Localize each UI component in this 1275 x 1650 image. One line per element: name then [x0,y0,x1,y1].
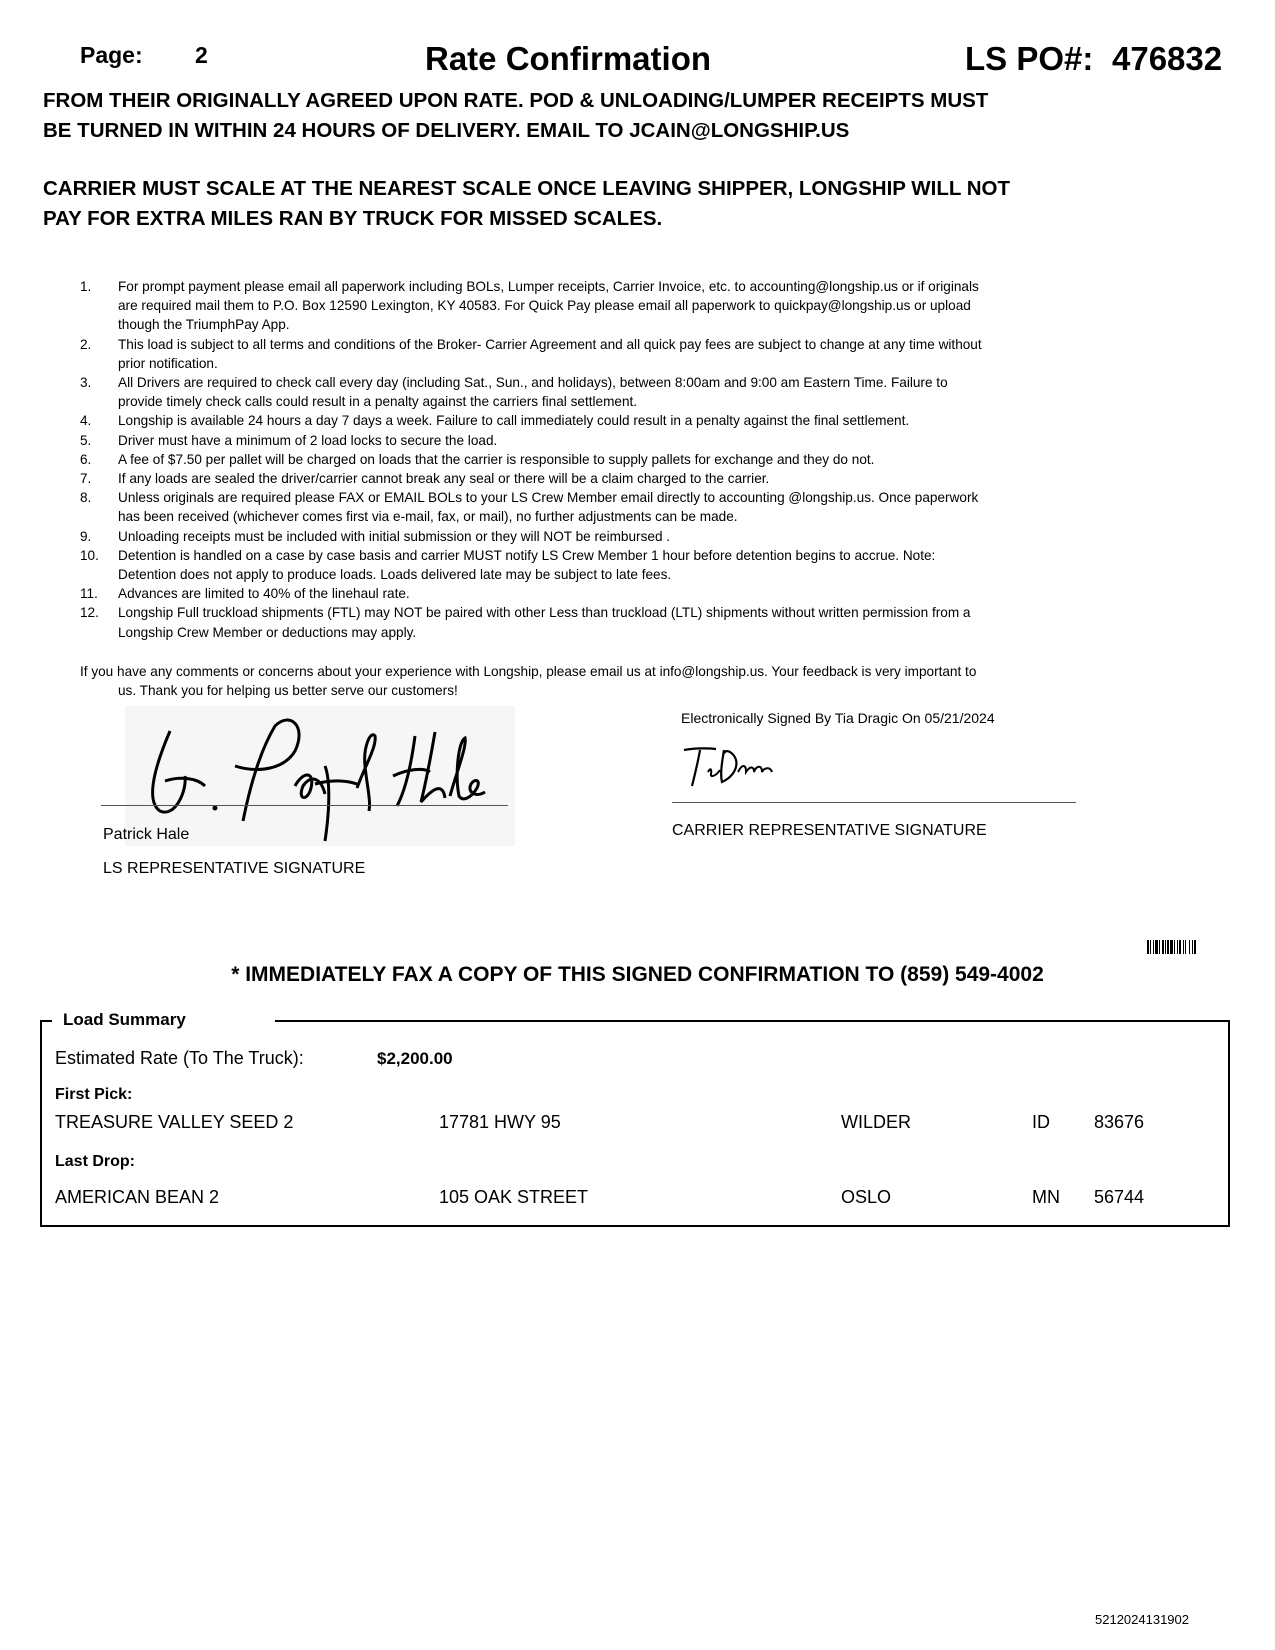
term-item [80,450,1090,469]
carrier-signature-script-icon [680,742,780,792]
term-line: prior notification. [118,355,218,371]
term-line: Longship Crew Member or deductions may apply. [118,624,417,640]
term-number: 1. [80,279,92,294]
term-item [80,527,1090,546]
term-item [80,431,1090,450]
term-line: are required mail them to P.O. Box 12590 Lexington, KY 40583. For Quick Pay please email all paperwork to quickpay@longship.us or upload [118,298,971,314]
term-text [118,335,1090,373]
term-line: Detention is handled on a case by case basis and carrier MUST notify LS Crew Member 1 hour before detention begins to accrue. Note: [118,547,936,563]
last-drop-city: OSLO [841,1187,892,1207]
term-number: 10. [80,547,99,563]
last-drop-state: MN [1032,1187,1060,1207]
term-line: Detention does not apply to produce loads. Loads delivered late may be subject to late fees. [118,567,672,583]
term-line: All Drivers are required to check call every day (including Sat., Sun., and holidays), between 8:00am and 9:00 am Eastern Time. Failure to [118,375,948,391]
term-line: provide timely check calls could result in a penalty against the carriers final settlement. [118,394,638,410]
term-line: Unloading receipts must be included with initial submission or they will NOT be reimbursed . [118,528,671,544]
ls-signature-script-icon [125,706,515,846]
carrier-signature-label: CARRIER REPRESENTATIVE SIGNATURE [672,822,987,839]
term-line: If any loads are sealed the driver/carrier cannot break any seal or there will be a claim charged to the carrier. [118,471,770,487]
term-item [80,603,1090,641]
term-line: Unless originals are required please FAX or EMAIL BOLs to your LS Crew Member email directly to accounting @longship.us. Once paperwork [118,490,979,506]
term-number: 3. [80,375,92,391]
term-number: 12. [80,605,99,621]
term-number: 11. [80,586,98,602]
first-pick-name: TREASURE VALLEY SEED 2 [55,1112,294,1132]
term-number: 2. [80,336,92,352]
po-label: LS PO#: [965,40,1094,77]
last-drop-name: AMERICAN BEAN 2 [55,1187,220,1207]
first-pick-label: First Pick: [55,1086,133,1103]
term-item [80,584,1090,603]
notice-scale-line2: PAY FOR EXTRA MILES RAN BY TRUCK FOR MISSED SCALES. [43,207,663,230]
term-line: For prompt payment please email all paperwork including BOLs, Lumper receipts, Carrier Invoice, etc. to accounting@longship.us or if originals [118,279,979,294]
ls-signature-line [101,805,508,806]
term-text [118,546,1090,584]
notice-pod [43,86,1183,146]
estimated-rate-label: Estimated Rate (To The Truck): [55,1048,304,1068]
term-line: has been received (whichever comes first via e-mail, fax, or mail), no further adjustments can be made. [118,509,738,525]
term-item [80,277,1090,335]
term-text [118,603,1090,641]
notice-scale [43,174,1183,234]
notice-scale-line1: CARRIER MUST SCALE AT THE NEAREST SCALE ONCE LEAVING SHIPPER, LONGSHIP WILL NOT [43,177,1010,200]
term-text [118,411,1090,430]
ls-representative-name: Patrick Hale [103,826,190,843]
first-pick-state: ID [1032,1112,1050,1132]
term-text [118,584,1090,603]
term-text [118,488,1090,526]
term-text [118,277,1090,335]
first-pick-city: WILDER [841,1112,912,1132]
term-number: 7. [80,471,92,487]
term-number: 4. [80,413,92,429]
load-summary-border-right [275,1020,1230,1022]
term-line: Advances are limited to 40% of the linehaul rate. [118,586,410,602]
notice-pod-line1: FROM THEIR ORIGINALLY AGREED UPON RATE. POD & UNLOADING/LUMPER RECEIPTS MUST [43,89,989,112]
feedback-note [80,662,1090,700]
last-drop-zip: 56744 [1094,1187,1145,1207]
term-line: Longship Full truckload shipments (FTL) may NOT be paired with other Less than truckload (LTL) shipments without written permission from a [118,605,971,621]
esign-statement: Electronically Signed By Tia Dragic On 05/21/2024 [681,710,995,726]
term-number: 8. [80,490,92,506]
term-line: though the TriumphPay App. [118,317,290,333]
estimated-rate-value: $2,200.00 [377,1049,453,1068]
term-item [80,373,1090,411]
page-number: 2 [195,42,208,68]
first-pick-address: 17781 HWY 95 [439,1112,561,1132]
term-line: A fee of $7.50 per pallet will be charged on loads that the carrier is responsible to supply pallets for exchange and they do not. [118,451,875,467]
term-number: 5. [80,432,92,448]
fax-notice: * IMMEDIATELY FAX A COPY OF THIS SIGNED CONFIRMATION TO (859) 549-4002 [231,963,1044,986]
page-label: Page: [80,42,143,68]
term-number: 6. [80,451,92,467]
term-item [80,469,1090,488]
terms-list [80,277,1090,642]
term-item [80,411,1090,430]
term-line: Longship is available 24 hours a day 7 days a week. Failure to call immediately could result in a penalty against the final settlement. [118,413,910,429]
term-text [118,527,1090,546]
term-number: 9. [80,528,92,544]
document-id: 5212024131902 [1095,1612,1189,1627]
term-item [80,335,1090,373]
term-text [118,431,1090,450]
term-item [80,546,1090,584]
load-summary-legend: Load Summary [63,1010,186,1029]
feedback-line2: us. Thank you for helping us better serve our customers! [118,683,458,699]
carrier-signature-line [672,802,1076,803]
notice-pod-line2: BE TURNED IN WITHIN 24 HOURS OF DELIVERY. EMAIL TO JCAIN@LONGSHIP.US [43,119,850,142]
term-item [80,488,1090,526]
last-drop-label: Last Drop: [55,1153,135,1170]
load-summary-border-left [40,1020,52,1022]
ls-signature-label: LS REPRESENTATIVE SIGNATURE [103,860,366,877]
term-line: This load is subject to all terms and conditions of the Broker- Carrier Agreement and all quick pay fees are subject to change at any time without [118,336,982,352]
first-pick-zip: 83676 [1094,1112,1145,1132]
feedback-line1: If you have any comments or concerns about your experience with Longship, please email us at info@longship.us. Your feedback is very important to [80,664,977,679]
term-text [118,469,1090,488]
term-text [118,450,1090,469]
po-number: 476832 [1112,40,1223,77]
last-drop-address: 105 OAK STREET [439,1187,589,1207]
carrier-signature-image [680,742,780,792]
ls-signature-image [125,706,515,846]
term-text [118,373,1090,411]
barcode-icon [1147,940,1223,954]
document-title: Rate Confirmation [425,40,712,77]
term-line: Driver must have a minimum of 2 load locks to secure the load. [118,432,498,448]
